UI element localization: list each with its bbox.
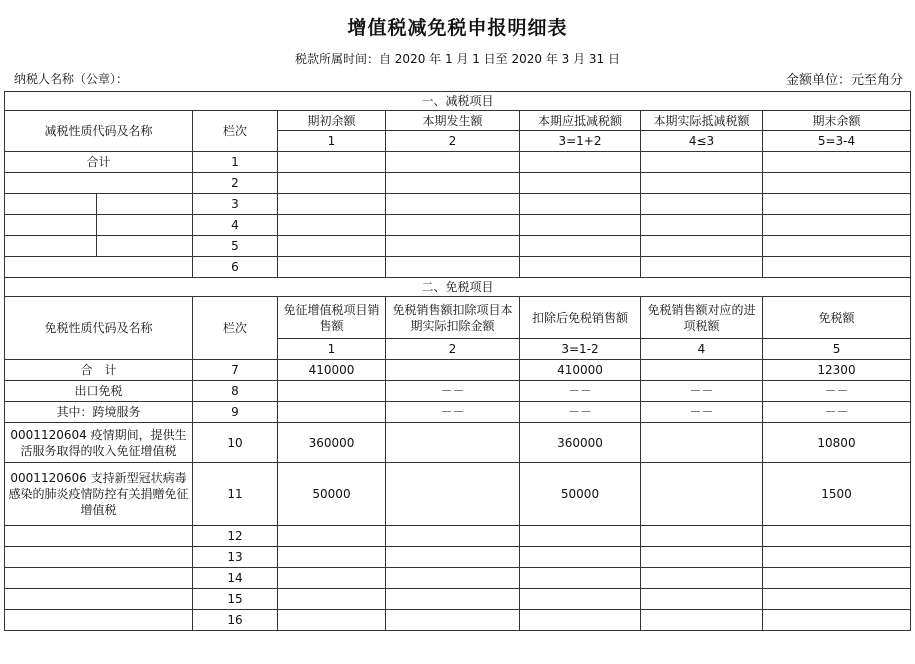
item-name-cell[interactable] <box>5 610 193 631</box>
item-name-cell[interactable] <box>97 236 193 257</box>
amount-cell[interactable] <box>278 173 386 194</box>
amount-cell[interactable] <box>386 526 520 547</box>
exempt-sales[interactable] <box>278 402 386 423</box>
amount-cell[interactable] <box>386 610 520 631</box>
amount-cell[interactable] <box>641 526 763 547</box>
input-tax: －－ <box>641 381 763 402</box>
table-row <box>5 360 911 381</box>
amount-cell[interactable] <box>520 236 641 257</box>
section2-formula-2: 2 <box>386 339 520 360</box>
amount-unit-label: 金额单位：元至角分 <box>785 73 903 88</box>
item-name-cell[interactable] <box>5 526 193 547</box>
amount-cell[interactable] <box>763 194 911 215</box>
amount-cell[interactable] <box>641 152 763 173</box>
exempt-amount[interactable]: 12300 <box>763 360 911 381</box>
table-row <box>5 173 911 194</box>
amount-cell[interactable] <box>278 610 386 631</box>
section1-header-4: 本期实际抵减税额 <box>641 111 763 131</box>
amount-cell[interactable] <box>386 173 520 194</box>
table-row <box>5 526 911 547</box>
amount-cell[interactable] <box>520 526 641 547</box>
amount-cell[interactable] <box>641 568 763 589</box>
exempt-item-name: 出口免税 <box>5 381 193 402</box>
item-name-cell[interactable] <box>5 215 97 236</box>
table-row <box>5 589 911 610</box>
table-row <box>5 610 911 631</box>
section2-title: 二、免税项目 <box>5 278 911 297</box>
amount-cell[interactable] <box>278 547 386 568</box>
table-row <box>5 423 911 463</box>
section1-formula-4: 4≤3 <box>641 131 763 152</box>
item-name-cell[interactable] <box>97 194 193 215</box>
amount-cell[interactable] <box>386 236 520 257</box>
section1-header-2: 本期发生额 <box>386 111 520 131</box>
line-number: 9 <box>193 402 278 423</box>
exempt-amount: －－ <box>763 381 911 402</box>
amount-cell[interactable] <box>386 547 520 568</box>
amount-cell[interactable] <box>641 215 763 236</box>
section2-title-row <box>5 278 911 297</box>
net-exempt-sales[interactable]: 360000 <box>520 423 641 463</box>
line-number: 15 <box>193 589 278 610</box>
amount-cell[interactable] <box>520 568 641 589</box>
amount-cell[interactable] <box>641 610 763 631</box>
input-tax[interactable] <box>641 423 763 463</box>
input-tax: －－ <box>641 402 763 423</box>
item-name-cell[interactable] <box>5 236 97 257</box>
item-name-cell[interactable] <box>5 589 193 610</box>
amount-cell[interactable] <box>520 152 641 173</box>
amount-cell[interactable] <box>278 215 386 236</box>
section2-formula-4: 4 <box>641 339 763 360</box>
section2-col-name: 免税性质代码及名称 <box>5 297 193 360</box>
exempt-item-name: 其中：跨境服务 <box>5 402 193 423</box>
exempt-item-name: 0001120604 疫情期间，提供生活服务取得的收入免征增值税 <box>5 423 193 463</box>
exempt-sales[interactable]: 360000 <box>278 423 386 463</box>
amount-cell[interactable] <box>763 610 911 631</box>
taxpayer-name-label: 纳税人名称（公章）： <box>14 72 129 86</box>
amount-cell[interactable] <box>763 547 911 568</box>
deduction-amount[interactable] <box>386 360 520 381</box>
amount-cell[interactable] <box>386 152 520 173</box>
amount-cell[interactable] <box>763 152 911 173</box>
section1-title-row <box>5 92 911 111</box>
section1-col-name: 减税性质代码及名称 <box>5 111 193 152</box>
amount-cell[interactable] <box>763 589 911 610</box>
section2-formula-5: 5 <box>763 339 911 360</box>
table-row <box>5 463 911 526</box>
amount-cell[interactable] <box>763 526 911 547</box>
table-row <box>5 402 911 423</box>
amount-cell[interactable] <box>386 215 520 236</box>
amount-cell[interactable] <box>641 589 763 610</box>
net-exempt-sales: －－ <box>520 381 641 402</box>
amount-cell[interactable] <box>763 173 911 194</box>
item-name-cell[interactable] <box>5 173 193 194</box>
net-exempt-sales: －－ <box>520 402 641 423</box>
amount-cell[interactable] <box>763 568 911 589</box>
amount-cell[interactable] <box>763 215 911 236</box>
form-title: 增值税减免税申报明细表 <box>347 17 568 39</box>
deduction-amount[interactable] <box>386 423 520 463</box>
section2-col-line: 栏次 <box>193 297 278 360</box>
amount-cell[interactable] <box>520 194 641 215</box>
table-row <box>5 381 911 402</box>
section1-total-label: 合计 <box>5 152 193 173</box>
line-number: 1 <box>193 152 278 173</box>
section2-header-2: 免税销售额扣除项目本期实际扣除金额 <box>386 297 520 339</box>
amount-cell[interactable] <box>520 547 641 568</box>
line-number: 16 <box>193 610 278 631</box>
amount-cell[interactable] <box>641 547 763 568</box>
section2-formula-1: 1 <box>278 339 386 360</box>
line-number: 7 <box>193 360 278 381</box>
item-name-cell[interactable] <box>5 257 193 278</box>
exempt-amount: －－ <box>763 402 911 423</box>
table-row <box>5 152 911 173</box>
exempt-sales[interactable]: 410000 <box>278 360 386 381</box>
amount-cell[interactable] <box>520 173 641 194</box>
line-number: 6 <box>193 257 278 278</box>
amount-cell[interactable] <box>641 236 763 257</box>
table-row <box>5 547 911 568</box>
tax-period: 税款所属时间：自 2020 年 1 月 1 日至 2020 年 3 月 31 日 <box>294 52 621 66</box>
relief-detail-table <box>4 91 911 631</box>
amount-cell[interactable] <box>386 568 520 589</box>
table-row <box>5 215 911 236</box>
section1-formula-3: 3=1+2 <box>520 131 641 152</box>
line-number: 8 <box>193 381 278 402</box>
amount-cell[interactable] <box>386 194 520 215</box>
exempt-amount[interactable]: 1500 <box>763 463 911 526</box>
table-row <box>5 257 911 278</box>
section2-header-5: 免税额 <box>763 297 911 339</box>
section2-header-3: 扣除后免税销售额 <box>520 297 641 339</box>
item-name-cell[interactable] <box>5 568 193 589</box>
section1-header-row <box>5 111 911 131</box>
section2-header-1: 免征增值税项目销售额 <box>278 297 386 339</box>
section2-header-row <box>5 297 911 339</box>
exempt-sales[interactable]: 50000 <box>278 463 386 526</box>
amount-cell[interactable] <box>763 236 911 257</box>
item-name-cell[interactable] <box>5 547 193 568</box>
section1-header-1: 期初余额 <box>278 111 386 131</box>
table-row <box>5 568 911 589</box>
line-number: 3 <box>193 194 278 215</box>
section1-col-line: 栏次 <box>193 111 278 152</box>
section1-formula-2: 2 <box>386 131 520 152</box>
exempt-item-name: 合 计 <box>5 360 193 381</box>
input-tax[interactable] <box>641 463 763 526</box>
section2-formula-3: 3=1-2 <box>520 339 641 360</box>
section1-header-3: 本期应抵减税额 <box>520 111 641 131</box>
line-number: 2 <box>193 173 278 194</box>
table-row <box>5 194 911 215</box>
line-number: 5 <box>193 236 278 257</box>
amount-cell[interactable] <box>278 589 386 610</box>
amount-cell[interactable] <box>278 236 386 257</box>
line-number: 12 <box>193 526 278 547</box>
amount-cell[interactable] <box>278 194 386 215</box>
amount-cell[interactable] <box>641 257 763 278</box>
amount-cell[interactable] <box>520 215 641 236</box>
deduction-amount[interactable] <box>386 463 520 526</box>
exempt-amount[interactable]: 10800 <box>763 423 911 463</box>
deduction-amount: －－ <box>386 381 520 402</box>
section1-formula-1: 1 <box>278 131 386 152</box>
input-tax[interactable] <box>641 360 763 381</box>
amount-cell[interactable] <box>278 526 386 547</box>
amount-cell[interactable] <box>386 257 520 278</box>
net-exempt-sales[interactable]: 410000 <box>520 360 641 381</box>
amount-cell[interactable] <box>278 568 386 589</box>
table-row <box>5 236 911 257</box>
exempt-item-name: 0001120606 支持新型冠状病毒感染的肺炎疫情防控有关捐赠免征增值税 <box>5 463 193 526</box>
section1-title: 一、减税项目 <box>5 92 911 111</box>
line-number: 14 <box>193 568 278 589</box>
amount-cell[interactable] <box>278 257 386 278</box>
net-exempt-sales[interactable]: 50000 <box>520 463 641 526</box>
line-number: 11 <box>193 463 278 526</box>
line-number: 10 <box>193 423 278 463</box>
line-number: 13 <box>193 547 278 568</box>
item-name-cell[interactable] <box>5 194 97 215</box>
exempt-sales[interactable] <box>278 381 386 402</box>
amount-cell[interactable] <box>386 589 520 610</box>
amount-cell[interactable] <box>520 257 641 278</box>
deduction-amount: －－ <box>386 402 520 423</box>
section2-header-4: 免税销售额对应的进项税额 <box>641 297 763 339</box>
amount-cell[interactable] <box>278 152 386 173</box>
line-number: 4 <box>193 215 278 236</box>
amount-cell[interactable] <box>641 194 763 215</box>
amount-cell[interactable] <box>520 610 641 631</box>
amount-cell[interactable] <box>520 589 641 610</box>
section1-header-5: 期末余额 <box>763 111 911 131</box>
amount-cell[interactable] <box>641 173 763 194</box>
amount-cell[interactable] <box>763 257 911 278</box>
item-name-cell[interactable] <box>97 215 193 236</box>
section1-formula-5: 5=3-4 <box>763 131 911 152</box>
